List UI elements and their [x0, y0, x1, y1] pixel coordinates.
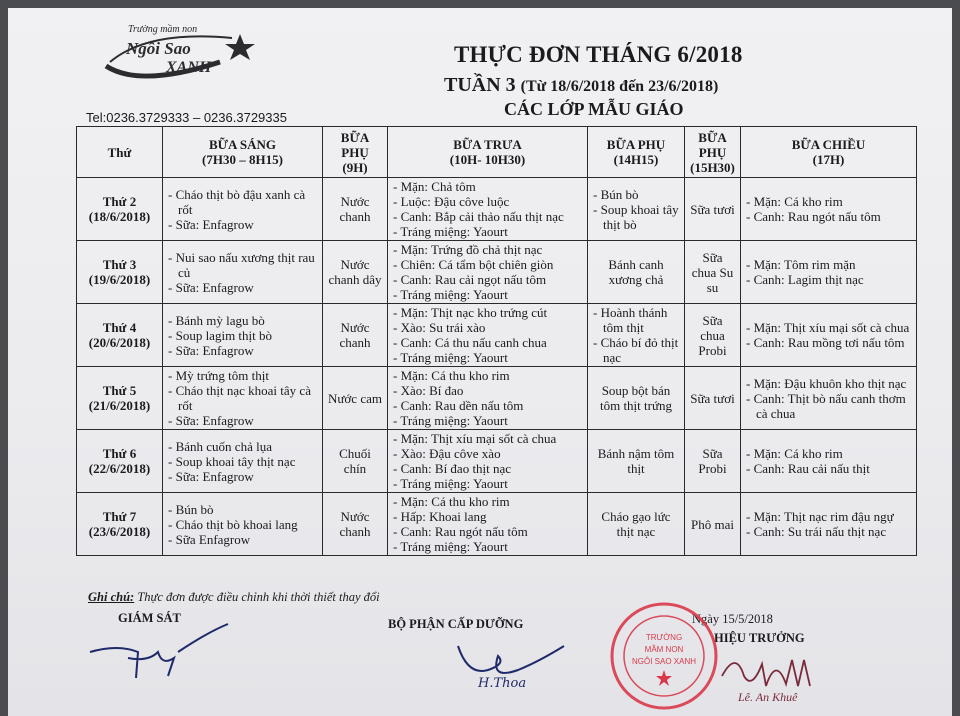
- snack-9h-cell: [323, 178, 388, 241]
- snack-14h15-cell: [588, 367, 685, 430]
- menu-item: - Xào: Đậu côve xào: [393, 446, 582, 461]
- menu-item: - Sữa Enfagrow: [168, 532, 317, 547]
- dinner-cell: [741, 367, 917, 430]
- snack-15h30-cell: [685, 430, 741, 493]
- snack-14h15-cell: [588, 241, 685, 304]
- day-label: Thứ 6: [102, 446, 137, 461]
- day-cell: [77, 178, 163, 241]
- menu-item: - Cháo thịt bò khoai lang: [168, 517, 317, 532]
- menu-item: Nước chanh: [339, 194, 371, 224]
- menu-item: Nước chanh: [339, 509, 371, 539]
- day-date: (22/6/2018): [88, 461, 151, 476]
- menu-item: - Hấp: Khoai lang: [393, 509, 582, 524]
- menu-item: Sữa chua Su su: [691, 249, 734, 295]
- menu-item: Sữa Probi: [698, 446, 727, 476]
- menu-item: - Tráng miệng: Yaourt: [393, 350, 582, 365]
- breakfast-cell: [163, 241, 323, 304]
- lunch-cell: [388, 304, 588, 367]
- supervisor-signature: [78, 622, 238, 682]
- menu-item: - Mặn: Cá thu kho rim: [393, 494, 582, 509]
- snack-9h-cell: [323, 493, 388, 556]
- principal-name: Lê. An Khuê: [738, 690, 798, 704]
- col-header-bua-phu-14h15: BỮA PHỤ (14H15): [588, 127, 685, 178]
- lunch-cell: [388, 493, 588, 556]
- kitchen-signer-name: H.Thoa: [478, 676, 527, 691]
- menu-item: - Cháo bí đỏ thịt nạc: [593, 335, 679, 365]
- breakfast-cell: [163, 304, 323, 367]
- menu-item: - Luộc: Đậu côve luộc: [393, 194, 582, 209]
- dinner-cell: [741, 304, 917, 367]
- weekly-menu-table: [76, 126, 917, 556]
- menu-item: - Sữa: Enfagrow: [168, 343, 317, 358]
- day-cell: [77, 430, 163, 493]
- snack-14h15-cell: [588, 178, 685, 241]
- classes-title: CÁC LỚP MẪU GIÁO: [504, 99, 684, 119]
- principal-signature: [716, 646, 836, 696]
- table-row: [77, 241, 917, 304]
- day-date: (21/6/2018): [88, 398, 151, 413]
- menu-item: - Mặn: Chả tôm: [393, 179, 582, 194]
- day-cell: [77, 241, 163, 304]
- menu-item: - Canh: Rau cải nấu thịt: [746, 461, 911, 476]
- menu-item: - Bánh mỳ lagu bò: [168, 313, 317, 328]
- school-stamp-icon: [608, 600, 720, 712]
- dinner-cell: [741, 241, 917, 304]
- table-row: [77, 430, 917, 493]
- menu-item: Sữa tươi: [690, 201, 735, 217]
- menu-item: Nước cam: [328, 390, 382, 406]
- menu-item: - Canh: Cá thu nấu canh chua: [393, 335, 582, 350]
- menu-item: Nước chanh dây: [328, 257, 382, 287]
- menu-item: Phô mai: [691, 516, 734, 532]
- menu-item: - Bún bò: [593, 187, 679, 202]
- snack-9h-cell: [323, 367, 388, 430]
- day-label: Thứ 2: [102, 194, 137, 209]
- day-date: (18/6/2018): [88, 209, 151, 224]
- menu-item: - Bánh cuốn chả lụa: [168, 439, 317, 454]
- sign-date: Ngày 15/5/2018: [692, 612, 773, 626]
- day-cell: [77, 367, 163, 430]
- menu-item: - Tráng miệng: Yaourt: [393, 224, 582, 239]
- menu-item: - Canh: Rau mồng tơi nấu tôm: [746, 335, 911, 350]
- snack-14h15-cell: [588, 493, 685, 556]
- menu-item: - Mặn: Đậu khuôn kho thịt nạc: [746, 376, 911, 391]
- menu-item: - Tráng miệng: Yaourt: [393, 476, 582, 491]
- menu-item: - Canh: Bí đao thịt nạc: [393, 461, 582, 476]
- giam-sat-label: GIÁM SÁT: [118, 611, 181, 625]
- svg-text:MẦM NON: MẦM NON: [644, 645, 684, 654]
- day-label: Thứ 5: [102, 383, 137, 398]
- dinner-cell: [741, 178, 917, 241]
- snack-15h30-cell: [685, 241, 741, 304]
- snack-14h15-cell: [588, 430, 685, 493]
- menu-item: Sữa tươi: [690, 390, 735, 406]
- menu-item: - Canh: Rau cải ngọt nấu tôm: [393, 272, 582, 287]
- table-row: [77, 367, 917, 430]
- menu-item: - Mặn: Cá kho rim: [746, 446, 911, 461]
- menu-item: - Canh: Rau dền nấu tôm: [393, 398, 582, 413]
- telephone: Tel:0236.3729333 – 0236.3729335: [86, 110, 287, 125]
- menu-item: Bánh nậm tôm thịt: [597, 446, 675, 476]
- col-header-bua-phu-9h: BỮA PHỤ (9H): [323, 127, 388, 178]
- menu-item: - Canh: Lagim thịt nạc: [746, 272, 911, 287]
- svg-text:TRƯỜNG: TRƯỜNG: [645, 633, 683, 642]
- menu-item: - Hoành thánh tôm thịt: [593, 305, 679, 335]
- snack-15h30-cell: [685, 493, 741, 556]
- menu-item: - Mặn: Thịt nạc rim đậu ngự: [746, 509, 911, 524]
- menu-item: Chuối chín: [339, 446, 371, 476]
- menu-item: - Tráng miệng: Yaourt: [393, 413, 582, 428]
- snack-9h-cell: [323, 430, 388, 493]
- day-cell: [77, 493, 163, 556]
- day-label: Thứ 3: [102, 257, 137, 272]
- menu-item: - Xào: Bí đao: [393, 383, 582, 398]
- menu-item: - Canh: Rau ngót nấu tôm: [393, 524, 582, 539]
- menu-item: - Tráng miệng: Yaourt: [393, 539, 582, 554]
- snack-9h-cell: [323, 304, 388, 367]
- day-date: (23/6/2018): [88, 524, 151, 539]
- menu-sheet: [8, 8, 952, 716]
- col-header-bua-chieu: BỮA CHIỀU (17H): [741, 127, 917, 178]
- week-range: (Từ 18/6/2018 đến 23/6/2018): [520, 78, 719, 95]
- menu-item: Soup bột bán tôm thịt trứng: [599, 383, 673, 413]
- menu-item: - Sữa: Enfagrow: [168, 413, 317, 428]
- menu-title: THỰC ĐƠN THÁNG 6/2018: [454, 42, 743, 67]
- menu-item: - Canh: Rau ngót nấu tôm: [746, 209, 911, 224]
- menu-item: - Canh: Bắp cải thảo nấu thịt nạc: [393, 209, 582, 224]
- menu-item: - Sữa: Enfagrow: [168, 217, 317, 232]
- day-cell: [77, 304, 163, 367]
- lunch-cell: [388, 430, 588, 493]
- table-row: [77, 493, 917, 556]
- table-row: [77, 178, 917, 241]
- breakfast-cell: [163, 178, 323, 241]
- menu-item: Sữa chua Probi: [698, 312, 727, 358]
- breakfast-cell: [163, 493, 323, 556]
- menu-item: - Nui sao nấu xương thịt rau củ: [168, 250, 317, 280]
- snack-9h-cell: [323, 241, 388, 304]
- menu-item: - Bún bò: [168, 502, 317, 517]
- snack-15h30-cell: [685, 367, 741, 430]
- hieu-truong-label: HIỆU TRƯỞNG: [714, 631, 805, 645]
- menu-item: - Cháo thịt bò đậu xanh cà rốt: [168, 187, 317, 217]
- col-header-bua-sang: BỮA SÁNG (7H30 – 8H15): [163, 127, 323, 178]
- menu-item: - Canh: Su trái nấu thịt nạc: [746, 524, 911, 539]
- menu-item: - Mặn: Cá kho rim: [746, 194, 911, 209]
- breakfast-cell: [163, 367, 323, 430]
- snack-15h30-cell: [685, 304, 741, 367]
- menu-item: - Sữa: Enfagrow: [168, 280, 317, 295]
- table-header-row: [77, 127, 917, 178]
- day-date: (19/6/2018): [88, 272, 151, 287]
- menu-item: - Mặn: Cá thu kho rim: [393, 368, 582, 383]
- bo-phan-cap-duong-label: BỘ PHẬN CẤP DƯỠNG: [388, 617, 524, 631]
- lunch-cell: [388, 367, 588, 430]
- menu-item: - Soup lagim thịt bò: [168, 328, 317, 343]
- menu-note: [88, 590, 380, 605]
- col-header-bua-trua: BỮA TRƯA (10H- 10H30): [388, 127, 588, 178]
- menu-item: - Soup khoai tây thịt nạc: [168, 454, 317, 469]
- snack-14h15-cell: [588, 304, 685, 367]
- svg-text:Ngôi Sao: Ngôi Sao: [126, 39, 191, 58]
- dinner-cell: [741, 430, 917, 493]
- snack-15h30-cell: [685, 178, 741, 241]
- menu-item: - Xào: Su trái xào: [393, 320, 582, 335]
- dinner-cell: [741, 493, 917, 556]
- svg-text:Trường mầm non: Trường mầm non: [128, 24, 198, 35]
- menu-item: - Mỳ trứng tôm thịt: [168, 368, 317, 383]
- menu-item: - Soup khoai tây thịt bò: [593, 202, 679, 232]
- menu-item: - Canh: Thịt bò nấu canh thơm cà chua: [746, 391, 911, 421]
- menu-item: - Mặn: Thịt xíu mại sốt cà chua: [746, 320, 911, 335]
- menu-item: Bánh canh xương chả: [608, 257, 664, 287]
- menu-item: - Mặn: Tôm rim mặn: [746, 257, 911, 272]
- menu-item: - Mặn: Trứng đồ chả thịt nạc: [393, 242, 582, 257]
- col-header-thu: Thứ: [77, 127, 163, 178]
- menu-item: Nước chanh: [339, 320, 371, 350]
- week-label: TUẦN 3: [444, 74, 516, 96]
- day-label: Thứ 7: [102, 509, 137, 524]
- day-label: Thứ 4: [102, 320, 137, 335]
- school-logo: [100, 22, 260, 86]
- svg-text:NGÔI SAO XANH: NGÔI SAO XANH: [631, 657, 697, 666]
- menu-item: Cháo gạo lức thịt nạc: [601, 509, 671, 539]
- menu-item: - Cháo thịt nạc khoai tây cà rốt: [168, 383, 317, 413]
- table-row: [77, 304, 917, 367]
- menu-item: - Tráng miệng: Yaourt: [393, 287, 582, 302]
- breakfast-cell: [163, 430, 323, 493]
- lunch-cell: [388, 241, 588, 304]
- note-label: Ghi chú:: [88, 590, 135, 604]
- lunch-cell: [388, 178, 588, 241]
- menu-item: - Sữa: Enfagrow: [168, 469, 317, 484]
- menu-item: - Mặn: Thịt xíu mại sốt cà chua: [393, 431, 582, 446]
- week-title: [444, 74, 718, 97]
- day-date: (20/6/2018): [88, 335, 151, 350]
- menu-item: - Chiên: Cá tẩm bột chiên giòn: [393, 257, 582, 272]
- star-swoosh-icon: [100, 22, 260, 86]
- svg-text:XANH: XANH: [166, 59, 212, 76]
- col-header-bua-phu-15h30: BỮA PHỤ (15H30): [685, 127, 741, 178]
- menu-item: - Mặn: Thịt nạc kho trứng cút: [393, 305, 582, 320]
- note-text: Thực đơn được điều chỉnh khi thời thiết thay đổi: [134, 590, 380, 604]
